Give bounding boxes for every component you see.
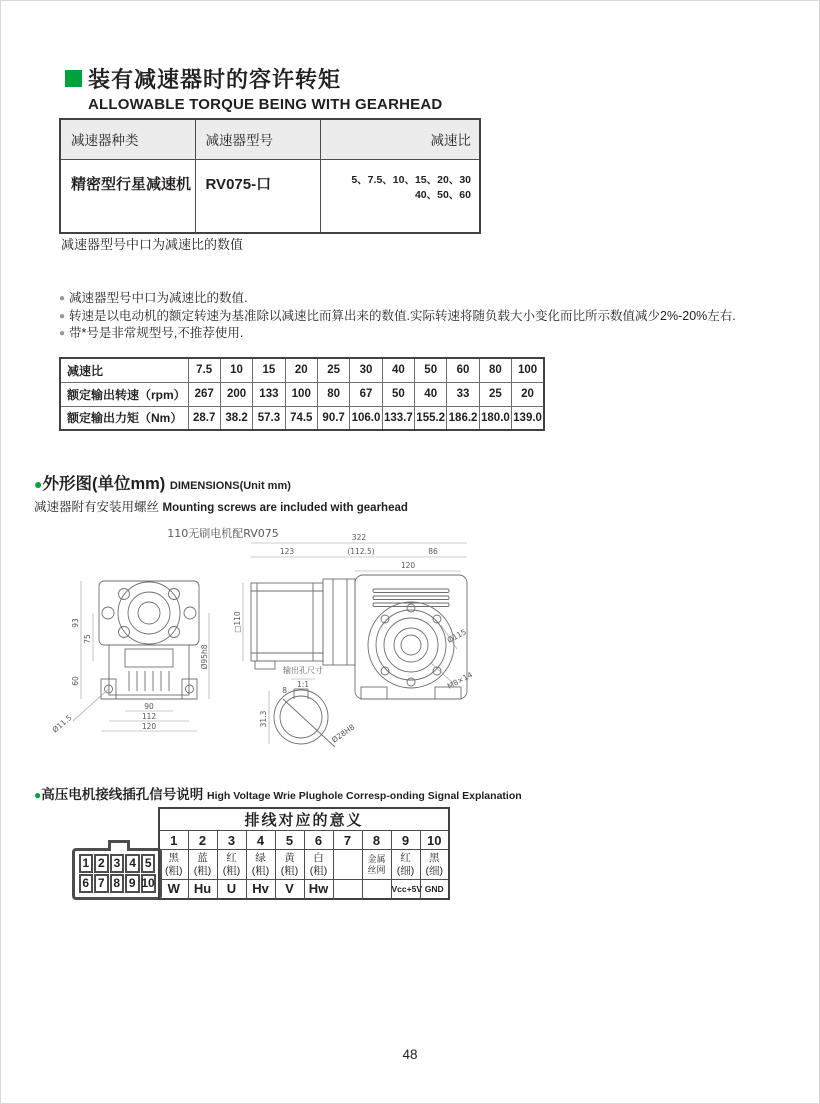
pin-number: 10: [420, 831, 449, 850]
wire-color: 黄(粗): [275, 850, 304, 880]
row-label: 额定输出力矩（Nm）: [60, 406, 188, 430]
table-cell: 50: [415, 358, 447, 382]
dim-front-hole: Ø11.5: [51, 713, 74, 735]
table-cell: 28.7: [188, 406, 220, 430]
connector-pin: 5: [141, 854, 156, 873]
column-header: 减速器种类: [60, 119, 195, 159]
wire-color: 黑(细): [420, 850, 449, 880]
signal-name: [333, 880, 362, 899]
table-cell: 7.5: [188, 358, 220, 382]
signal-name: Vcc+5V: [391, 880, 420, 899]
connector-pin: 1: [79, 854, 94, 873]
connector-pin: 10: [141, 874, 156, 893]
table-cell: 50: [382, 382, 414, 406]
dim-rear-length: 86: [428, 547, 438, 556]
dim-bolt-circle: Ø115: [445, 627, 468, 645]
signal-name: Hw: [304, 880, 333, 899]
column-header: 减速器型号: [195, 119, 320, 159]
row-label: 额定输出转速（rpm）: [60, 382, 188, 406]
table-cell: 60: [447, 358, 479, 382]
table-cell: 精密型行星减速机: [60, 159, 195, 233]
table-row: [60, 406, 544, 430]
wiring-title-en: High Voltage Wrie Plughole Corresp-onding Signal Explanation: [207, 790, 522, 802]
dimensions-title-en: DIMENSIONS(Unit mm): [169, 480, 291, 492]
bullet-icon: ●: [34, 476, 43, 492]
table-cell: 90.7: [317, 406, 349, 430]
dim-front-w1: 90: [144, 702, 154, 711]
wire-color: 红(粗): [217, 850, 246, 880]
table-cell: 200: [220, 382, 252, 406]
table-cell: 10: [220, 358, 252, 382]
connector-pin: 2: [94, 854, 109, 873]
dim-front-w3: 120: [141, 722, 157, 731]
table-cell: 40: [382, 358, 414, 382]
table-cell: 80: [479, 358, 511, 382]
pin-number: 1: [159, 831, 188, 850]
wire-color: 绿(粗): [246, 850, 275, 880]
dim-screw: M8×14: [445, 670, 474, 691]
ratio-line-1: 5、7.5、10、15、20、30: [351, 173, 471, 186]
signal-name: [362, 880, 391, 899]
gearhead-table: [59, 118, 481, 234]
dimensions-title-zh: 外形图(单位mm): [42, 475, 166, 493]
bullet-icon: ●: [59, 328, 66, 339]
table-row: [60, 358, 544, 382]
signal-name: Hv: [246, 880, 275, 899]
table-header-row: [60, 119, 480, 159]
green-square-icon: [65, 70, 82, 87]
column-header: 减速比: [320, 119, 480, 159]
dim-front-h1: 93: [71, 618, 80, 628]
note-text: 转速是以电动机的额定转速为基准除以减速比而算出来的数值.实际转速将随负载大小变化而比所示数值减少2%-20%左右.: [69, 308, 736, 323]
table-cell: 38.2: [220, 406, 252, 430]
connector-pin: 9: [125, 874, 140, 893]
bullet-icon: ●: [59, 293, 66, 304]
signal-name: U: [217, 880, 246, 899]
connector-pin: 4: [125, 854, 140, 873]
dim-key-width: 8: [282, 686, 287, 695]
dim-overall: 322: [351, 533, 367, 542]
table-cell: 180.0: [479, 406, 511, 430]
wiring-section-heading: [34, 783, 522, 803]
note-item: [59, 308, 736, 326]
technical-drawing: [51, 521, 481, 756]
signal-name: Hu: [188, 880, 217, 899]
dim-bore: Ø28H8: [329, 722, 357, 745]
page-number: 48: [402, 1047, 418, 1062]
table-cell: 100: [512, 358, 544, 382]
wiring-title-zh: 高压电机接线插孔信号说明: [41, 787, 204, 802]
wiring-table-title: 排线对应的意义: [159, 808, 449, 831]
pin-number: 3: [217, 831, 246, 850]
table-cell: 33: [447, 382, 479, 406]
table-cell: 20: [285, 358, 317, 382]
table-cell: 15: [253, 358, 285, 382]
dimensions-subtitle-en: Mounting screws are included with gearhead: [162, 502, 408, 514]
wire-color: 蓝(粗): [188, 850, 217, 880]
wire-color: [333, 850, 362, 880]
bullet-icon: ●: [34, 788, 42, 802]
wire-color: 黑(粗): [159, 850, 188, 880]
wiring-table: [158, 807, 450, 900]
table-cell: 40: [415, 382, 447, 406]
dim-mid-length: (112.5): [347, 547, 375, 556]
connector-tab: [108, 840, 130, 851]
signal-name: V: [275, 880, 304, 899]
table-cell: 267: [188, 382, 220, 406]
ratio-line-2: 40、50、60: [414, 188, 471, 201]
dimensions-section-heading: [34, 470, 408, 515]
table-cell: 57.3: [253, 406, 285, 430]
table-row: [159, 880, 449, 899]
pin-number: 2: [188, 831, 217, 850]
note-item: [59, 325, 736, 343]
connector-diagram: [72, 848, 162, 900]
wire-color: 白(粗): [304, 850, 333, 880]
pin-number: 4: [246, 831, 275, 850]
notes-list: [59, 290, 736, 343]
page-title-en: ALLOWABLE TORQUE BEING WITH GEARHEAD: [88, 96, 443, 113]
signal-name: GND: [420, 880, 449, 899]
dim-flange-width: 120: [400, 561, 416, 570]
drawing-title: 110无刷电机配RV075: [167, 527, 279, 540]
table-cell: 139.0: [512, 406, 544, 430]
connector-pin: 3: [110, 854, 125, 873]
table-row: [60, 382, 544, 406]
table-cell: [320, 159, 480, 233]
table-cell: 30: [350, 358, 382, 382]
dim-front-w2: 112: [141, 712, 157, 721]
table-cell: 20: [512, 382, 544, 406]
pin-number: 9: [391, 831, 420, 850]
output-scale: 1:1: [296, 680, 310, 689]
page-title-zh: 装有减速器时的容许转矩: [88, 67, 342, 92]
table-cell: 74.5: [285, 406, 317, 430]
table-cell: 106.0: [350, 406, 382, 430]
table-cell: 155.2: [415, 406, 447, 430]
note-text: 带*号是非常规型号,不推荐使用.: [69, 326, 244, 340]
connector-pin: 7: [94, 874, 109, 893]
wire-color: 红(细): [391, 850, 420, 880]
dim-front-h3: 60: [71, 676, 80, 686]
dim-front-flange: Ø95h8: [200, 644, 209, 670]
signal-name: W: [159, 880, 188, 899]
page-title-block: [65, 63, 442, 113]
dimensions-subtitle-zh: 减速器附有安装用螺丝: [34, 500, 160, 514]
pin-number: 6: [304, 831, 333, 850]
table-cell: RV075-口: [195, 159, 320, 233]
table-row: [159, 850, 449, 880]
bullet-icon: ●: [59, 310, 66, 322]
dim-frame-size: □110: [233, 611, 242, 633]
output-hole-caption: 输出孔尺寸: [283, 666, 323, 675]
note-item: [59, 290, 736, 308]
table-cell: 133: [253, 382, 285, 406]
spec-table: [59, 357, 545, 431]
wire-color: 金属丝网: [362, 850, 391, 880]
pin-number: 5: [275, 831, 304, 850]
table-footnote: 减速器型号中口为减速比的数值: [61, 237, 244, 252]
table-cell: 25: [479, 382, 511, 406]
table-row: [159, 808, 449, 831]
table-cell: 67: [350, 382, 382, 406]
pin-number: 7: [333, 831, 362, 850]
table-cell: 133.7: [382, 406, 414, 430]
row-label: 减速比: [60, 358, 188, 382]
dim-front-h2: 75: [83, 634, 92, 644]
table-cell: 80: [317, 382, 349, 406]
dim-motor-length: 123: [279, 547, 295, 556]
table-cell: 186.2: [447, 406, 479, 430]
table-row: [159, 831, 449, 850]
connector-pin: 6: [79, 874, 94, 893]
pin-number: 8: [362, 831, 391, 850]
table-row: [60, 159, 480, 233]
dim-bore-depth: 31.3: [259, 710, 268, 728]
connector-pin: 8: [110, 874, 125, 893]
table-cell: 100: [285, 382, 317, 406]
note-text: 减速器型号中口为减速比的数值.: [69, 291, 248, 305]
table-cell: 25: [317, 358, 349, 382]
